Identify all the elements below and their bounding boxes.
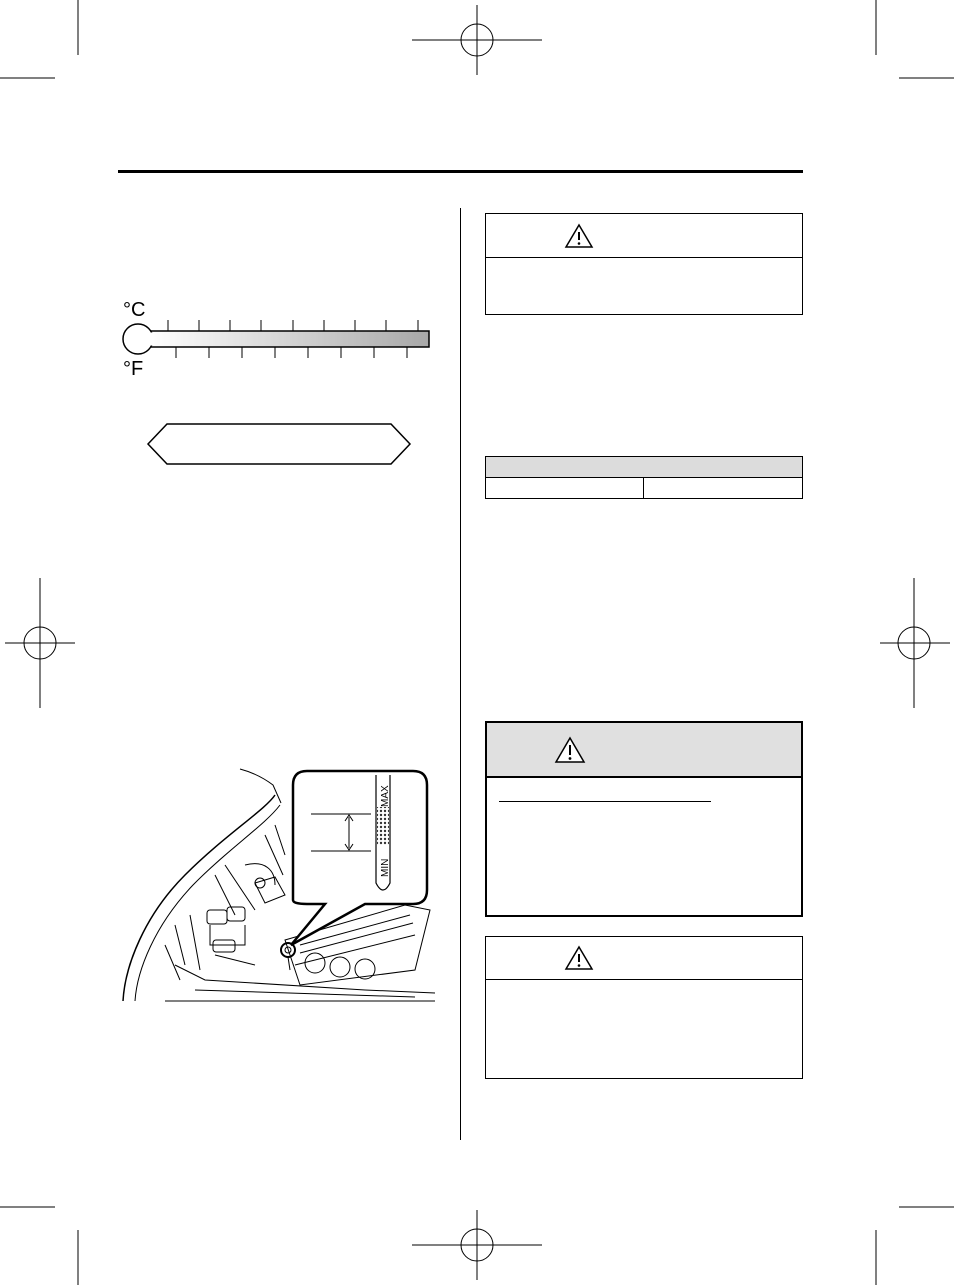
dipstick-max-label: MAX xyxy=(380,785,391,807)
spec-table xyxy=(485,456,803,500)
spec-table-cell-right xyxy=(643,477,803,499)
header-rule xyxy=(118,170,803,173)
dipstick-min-label: MIN xyxy=(380,858,391,877)
gauge-bar xyxy=(150,331,429,347)
registration-mark-top xyxy=(412,5,542,75)
warning-box xyxy=(485,721,803,917)
column-divider xyxy=(460,208,461,1140)
celsius-unit-label: °C xyxy=(123,299,146,321)
spec-table-header xyxy=(485,456,803,478)
warning-triangle-icon xyxy=(555,737,585,763)
caution-box-1 xyxy=(485,213,803,315)
registration-mark-bottom xyxy=(412,1210,542,1280)
caution-box-2 xyxy=(485,936,803,1079)
warning-triangle-icon xyxy=(565,224,593,248)
warning-triangle-icon xyxy=(565,946,593,970)
warning-box-header xyxy=(487,723,801,778)
spec-table-cell-left xyxy=(485,477,644,499)
fahrenheit-unit-label: °F xyxy=(123,358,144,380)
temperature-range-arrow xyxy=(147,423,411,465)
registration-mark-right xyxy=(880,578,950,708)
caution-box-2-header xyxy=(486,937,802,980)
warning-box-underline xyxy=(499,801,711,802)
registration-mark-left xyxy=(5,578,75,708)
engine-oil-dipstick-illustration xyxy=(115,765,435,1005)
temperature-gauge xyxy=(120,320,435,360)
caution-box-1-header xyxy=(486,214,802,258)
